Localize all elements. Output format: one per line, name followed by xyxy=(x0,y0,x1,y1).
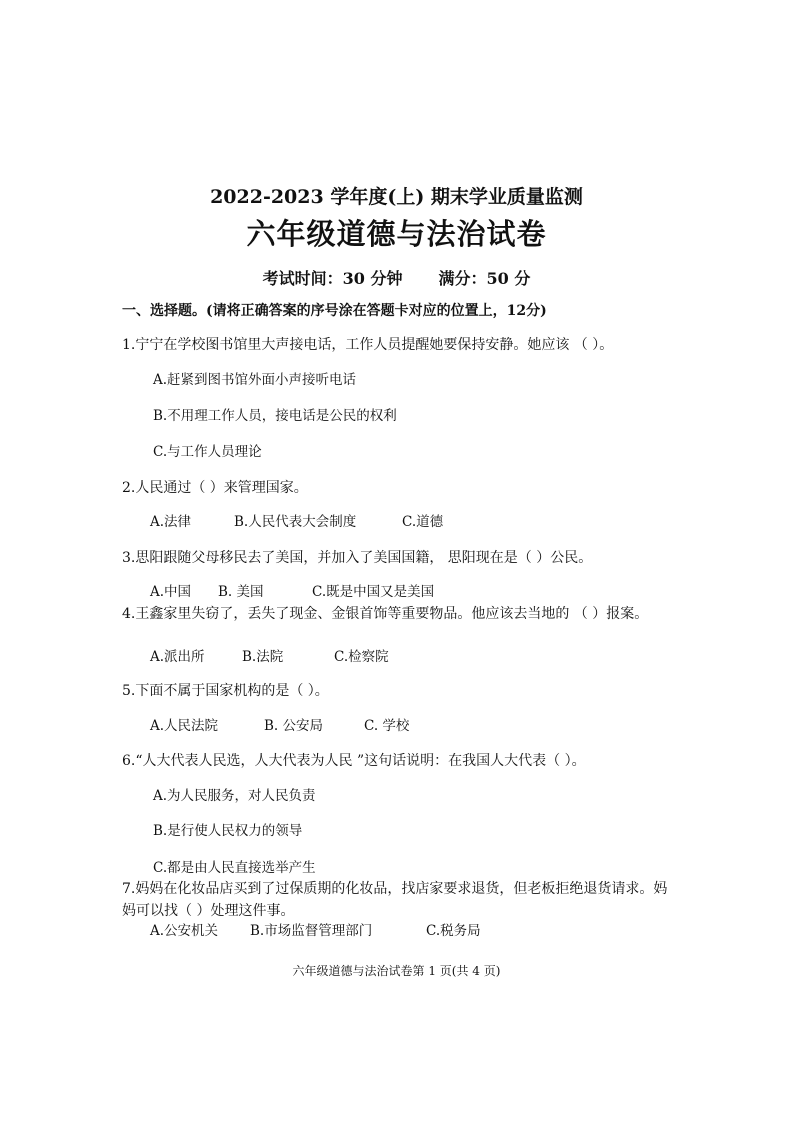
question-4-option-c: C.检察院 xyxy=(334,649,389,665)
exam-title-subject: 六年级道德与法治试卷 xyxy=(246,217,547,251)
question-6-option-c: C.都是由人民直接选举产生 xyxy=(153,860,316,876)
page-footer: 六年级道德与法治试卷第 1 页(共 4 页) xyxy=(292,964,501,978)
question-5-option-c: C. 学校 xyxy=(364,718,410,734)
question-6-option-b: B.是行使人民权力的领导 xyxy=(153,823,303,839)
question-stem-4: 4.王鑫家里失窃了，丢失了现金、金银首饰等重要物品。他应该去当地的 （ ）报案。 xyxy=(122,606,649,622)
question-stem-6: 6.“人大代表人民选，人大代表为人民 ”这句话说明：在我国人大代表（ ）。 xyxy=(122,753,586,769)
question-7-option-c: C.税务局 xyxy=(426,923,481,939)
question-6-option-a: A.为人民服务，对人民负责 xyxy=(153,788,316,804)
question-4-option-b: B.法院 xyxy=(242,649,284,665)
question-2-option-b: B.人民代表大会制度 xyxy=(234,514,357,530)
exam-time: 考试时间：30 分钟 xyxy=(262,269,403,288)
question-2-option-a: A.法律 xyxy=(150,514,192,530)
question-1-option-b: B.不用理工作人员，接电话是公民的权利 xyxy=(153,408,397,424)
exam-info xyxy=(0,268,793,290)
section-heading: 一、选择题。(请将正确答案的序号涂在答题卡对应的位置上，12分) xyxy=(122,303,547,319)
question-5-option-a: A.人民法院 xyxy=(150,718,219,734)
question-5-option-b: B. 公安局 xyxy=(264,718,324,734)
question-stem-7: 7.妈妈在化妆品店买到了过保质期的化妆品，找店家要求退货，但老板拒绝退货请求。妈妈可以找（ ）处理这件事。 xyxy=(122,881,668,919)
exam-title-year: 2022-2023 学年度(上) 期末学业质量监测 xyxy=(210,186,583,208)
question-1-option-c: C.与工作人员理论 xyxy=(153,444,262,460)
question-2-option-c: C.道德 xyxy=(402,514,444,530)
question-1-option-a: A.赶紧到图书馆外面小声接听电话 xyxy=(153,372,357,388)
question-7-option-a: A.公安机关 xyxy=(150,923,219,939)
question-4-option-a: A.派出所 xyxy=(150,649,205,665)
question-7-option-b: B.市场监督管理部门 xyxy=(250,923,373,939)
question-stem-2: 2.人民通过（ ）来管理国家。 xyxy=(122,480,308,496)
question-stem-5: 5.下面不属于国家机构的是（ ）。 xyxy=(122,683,329,699)
question-3-option-c: C.既是中国又是美国 xyxy=(312,584,435,600)
question-3-option-a: A.中国 xyxy=(150,584,192,600)
question-stem-3: 3.思阳跟随父母移民去了美国，并加入了美国国籍， 思阳现在是（ ）公民。 xyxy=(122,550,593,566)
question-stem-1: 1.宁宁在学校图书馆里大声接电话，工作人员提醒她要保持安静。她应该 （ ）。 xyxy=(122,337,614,353)
full-score: 满分：50 分 xyxy=(438,269,531,288)
question-3-option-b: B. 美国 xyxy=(218,584,264,600)
